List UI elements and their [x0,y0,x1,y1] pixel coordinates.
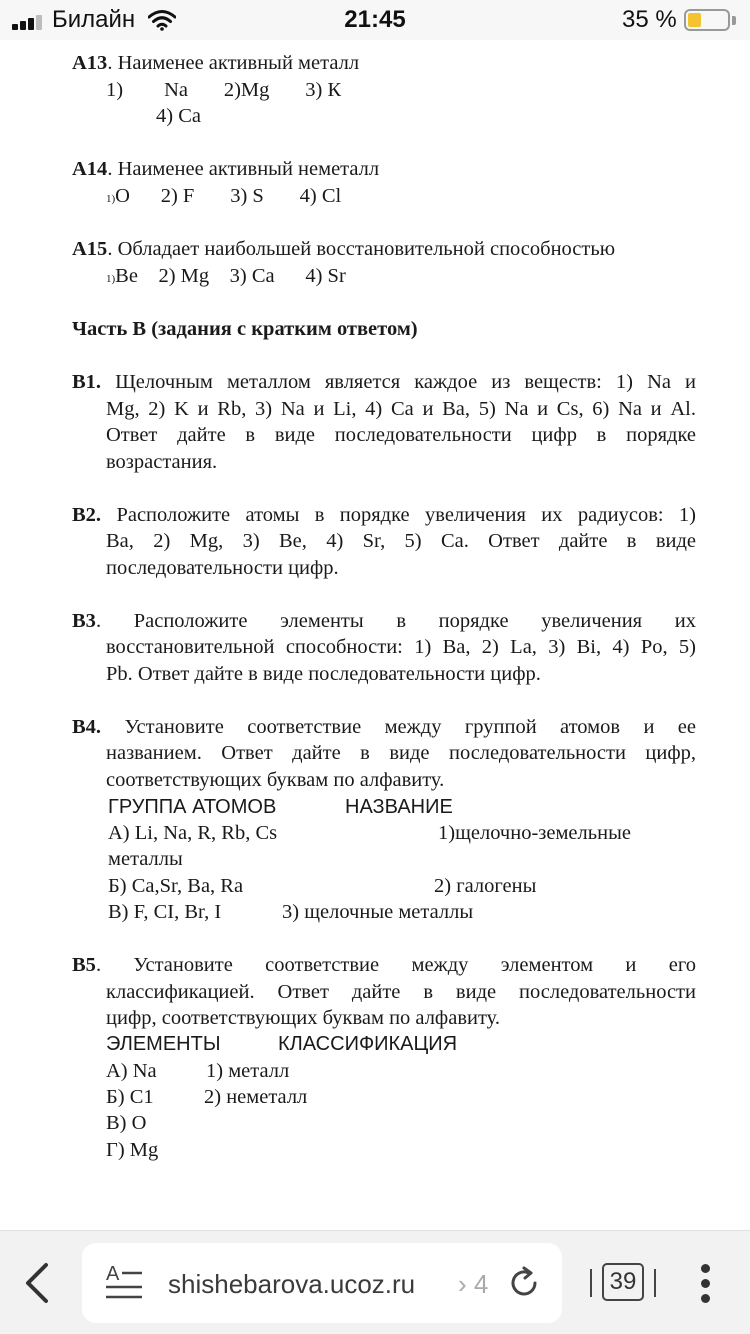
option-marker: 1) [106,193,116,205]
question-text: Pb. Ответ дайте в виде последовательности цифр. [106,663,541,685]
url-path-hint: › 4 [458,1269,489,1299]
question-text: Ответ дайте в виде последовательности цифр в порядке [106,424,696,446]
table-header-left: ГРУППА АТОМОВ [108,796,277,818]
tabs-button[interactable] [590,1261,660,1307]
answer-options: 1) Na 2)Mg 3) К [106,79,342,101]
question-a14 [72,156,379,183]
clock: 21:45 [344,6,406,33]
question-text: . Расположите элементы в порядке увеличения их [95,610,696,632]
table-row-left: А) Li, Na, R, Rb, Cs [108,822,278,844]
answer-options [106,263,346,293]
reader-mode-icon[interactable] [104,1263,144,1303]
tab-count[interactable]: 39 [602,1263,644,1301]
table-row-right: 3) щелочные металлы [282,901,474,923]
browser-toolbar [0,1230,750,1334]
question-text: последовательности цифр. [106,557,339,579]
svg-text:A: A [106,1263,120,1285]
question-number: В1. [72,371,102,393]
question-b1 [72,369,696,396]
table-row-left: А) Na [106,1060,157,1082]
address-bar[interactable] [82,1243,562,1323]
status-bar [0,0,750,40]
table-row-left: В) F, CI, Br, I [108,901,222,923]
document-page [0,40,750,1230]
question-text: возрастания. [106,451,218,473]
question-text: . Установите соответствие между элементом и его [95,954,696,976]
table-row-right: 1)щелочно-земельные [438,822,631,844]
question-text: Щелочным металлом является каждое из веществ: 1) Na и [115,371,696,393]
table-row-right: 1) металл [206,1060,290,1082]
tabs-divider-right [654,1269,656,1297]
table-header-left: ЭЛЕМЕНТЫ [106,1033,221,1055]
reload-icon[interactable] [506,1265,542,1301]
options-text: O 2) F 3) S 4) Cl [115,185,342,207]
question-text: Ba, 2) Mg, 3) Be, 4) Sr, 5) Ca. Ответ дайте в виде [106,530,696,552]
table-row-left: Б) Ca,Sr, Ba, Ra [108,875,244,897]
question-a15 [72,236,615,263]
battery-percent: 35 % [622,6,677,33]
answer-option: 4) Са [156,105,201,127]
option-marker: 1) [106,273,116,285]
back-button[interactable] [18,1261,58,1305]
question-number: В3 [72,610,96,632]
question-number: В5 [72,954,96,976]
question-text: цифр, соответствующих буквам по алфавиту. [106,1007,500,1029]
question-number: А13 [72,52,108,74]
question-text: Mg, 2) K и Rb, 3) Na и Li, 4) Ca и Ba, 5) Na и Cs, 6) Na и Al. [106,398,696,420]
table-row-left: Б) С1 [106,1086,154,1108]
table-header-right: КЛАССИФИКАЦИЯ [278,1033,458,1055]
question-number: В2. [72,504,102,526]
question-b3 [72,608,696,635]
question-text: восстановительной способности: 1) Ba, 2) La, 3) Bi, 4) Po, 5) [106,636,696,658]
table-header-right: НАЗВАНИЕ [345,796,453,818]
question-number: В4. [72,716,102,738]
question-number: А15 [72,238,108,260]
question-number: А14 [72,158,108,180]
table-row-right: 2) неметалл [204,1086,308,1108]
question-text: . Обладает наибольшей восстановительной способностью [107,238,616,260]
battery-tip [732,16,736,25]
question-a13 [72,50,359,77]
answer-options [106,183,341,213]
tabs-divider-left [590,1269,592,1297]
question-text: Установите соответствие между группой атомов и ее [124,716,696,738]
carrier-name: Билайн [52,6,136,33]
question-text: . Наименее активный неметалл [107,158,380,180]
table-row-right: 2) галогены [434,875,537,897]
question-text: названием. Ответ дайте в виде последовательности цифр, [106,742,696,764]
question-b5 [72,952,696,979]
question-b4 [72,714,696,741]
table-row-continuation: металлы [108,848,183,870]
section-heading: Часть В (задания с кратким ответом) [72,318,418,340]
question-text: . Наименее активный металл [107,52,360,74]
question-b2 [72,502,696,529]
more-options-icon[interactable] [694,1261,718,1307]
question-text: соответствующих буквам по алфавиту. [106,769,445,791]
battery-icon [684,9,730,31]
url-text[interactable]: shishebarova.ucoz.ru [168,1269,416,1299]
question-text: классификацией. Ответ дайте в виде последовательности [106,981,696,1003]
battery-fill [688,13,701,27]
options-text: Be 2) Mg 3) Ca 4) Sr [115,265,346,287]
table-row-left: Г) Mg [106,1139,159,1161]
table-row-left: В) О [106,1112,147,1134]
question-text: Расположите атомы в порядке увеличения их радиусов: 1) [116,504,697,526]
